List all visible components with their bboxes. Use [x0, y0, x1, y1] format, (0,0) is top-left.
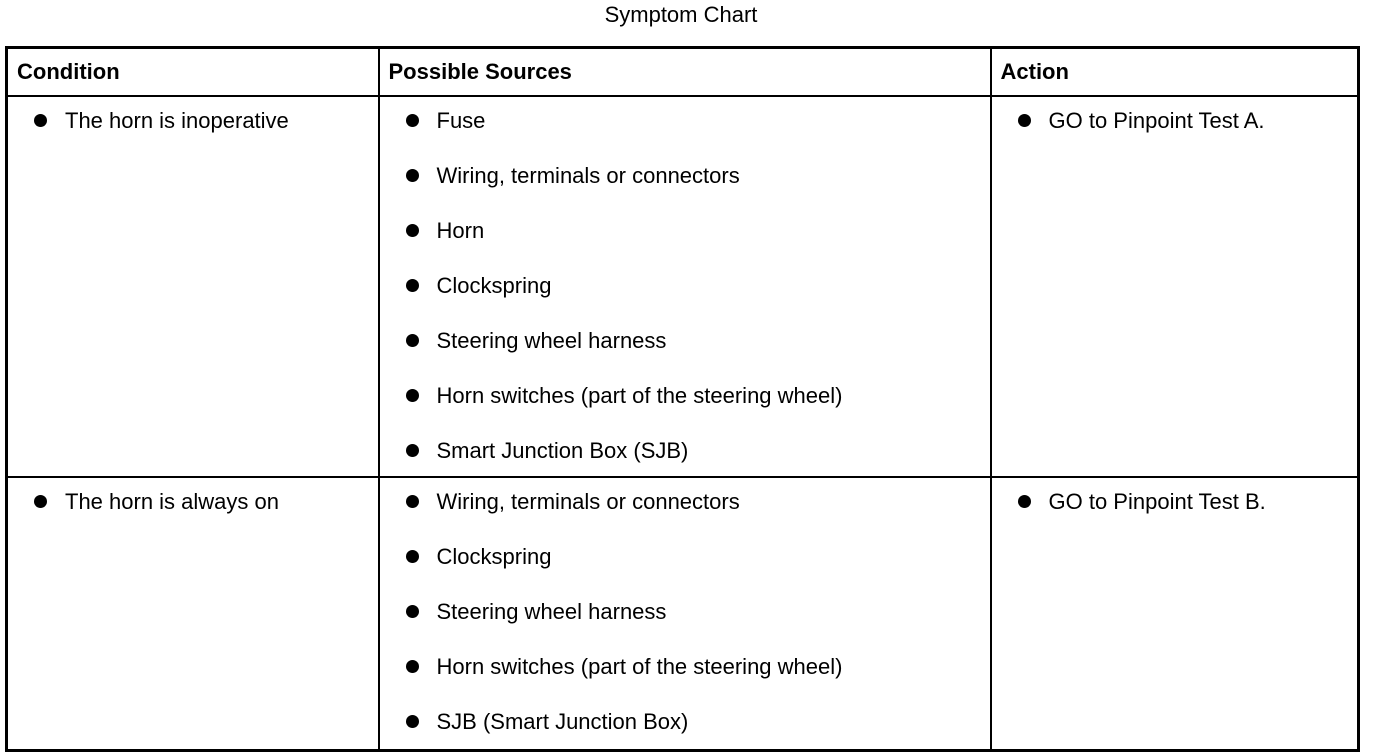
table-row [7, 96, 1359, 477]
list-item [380, 598, 990, 653]
bullet-icon [1018, 114, 1031, 127]
bullet-icon [406, 715, 419, 728]
bullet-icon [406, 660, 419, 673]
list-item [380, 272, 990, 327]
list-item [380, 543, 990, 598]
bullet-icon [406, 389, 419, 402]
action-text: GO to Pinpoint Test B. [1048, 489, 1266, 514]
table-row [7, 477, 1359, 751]
source-text: Steering wheel harness [436, 328, 667, 353]
condition-list [8, 97, 378, 146]
action-list [992, 97, 1358, 146]
possible-sources-cell [379, 96, 991, 477]
condition-list [8, 478, 378, 529]
source-text: Horn [436, 218, 485, 243]
source-text: Clockspring [436, 273, 552, 298]
list-item [380, 437, 990, 470]
list-item [8, 107, 378, 140]
condition-text: The horn is inoperative [65, 108, 289, 133]
bullet-icon [406, 169, 419, 182]
source-text: Horn switches (part of the steering wheel) [436, 383, 843, 408]
list-item [380, 488, 990, 543]
list-item [380, 217, 990, 272]
list-item [380, 162, 990, 217]
condition-cell [7, 477, 379, 751]
header-possible-sources: Possible Sources [379, 48, 991, 97]
action-text: GO to Pinpoint Test A. [1048, 108, 1265, 133]
header-condition: Condition [7, 48, 379, 97]
condition-text: The horn is always on [65, 489, 279, 514]
list-item [992, 488, 1358, 521]
bullet-icon [406, 279, 419, 292]
bullet-icon [406, 444, 419, 457]
action-cell [991, 477, 1359, 751]
list-item [380, 708, 990, 741]
source-text: Wiring, terminals or connectors [436, 163, 740, 188]
header-action: Action [991, 48, 1359, 97]
list-item [380, 107, 990, 162]
bullet-icon [406, 495, 419, 508]
source-text: SJB (Smart Junction Box) [436, 709, 689, 734]
source-text: Horn switches (part of the steering wheel) [436, 654, 843, 679]
bullet-icon [406, 114, 419, 127]
possible-sources-cell [379, 477, 991, 751]
symptom-chart-table [5, 46, 1360, 752]
list-item [380, 382, 990, 437]
list-item [380, 327, 990, 382]
action-cell [991, 96, 1359, 477]
sources-list [380, 478, 990, 749]
bullet-icon [406, 605, 419, 618]
chart-title: Symptom Chart [604, 2, 758, 27]
bullet-icon [406, 550, 419, 563]
source-text: Wiring, terminals or connectors [436, 489, 740, 514]
bullet-icon [34, 114, 47, 127]
source-text: Steering wheel harness [436, 599, 667, 624]
action-list [992, 478, 1358, 529]
header-row [7, 48, 1359, 97]
source-text: Fuse [436, 108, 486, 133]
bullet-icon [1018, 495, 1031, 508]
sources-list [380, 97, 990, 476]
list-item [8, 488, 378, 521]
source-text: Smart Junction Box (SJB) [436, 438, 689, 463]
bullet-icon [406, 224, 419, 237]
source-text: Clockspring [436, 544, 552, 569]
list-item [992, 107, 1358, 140]
condition-cell [7, 96, 379, 477]
bullet-icon [406, 334, 419, 347]
bullet-icon [34, 495, 47, 508]
list-item [380, 653, 990, 708]
